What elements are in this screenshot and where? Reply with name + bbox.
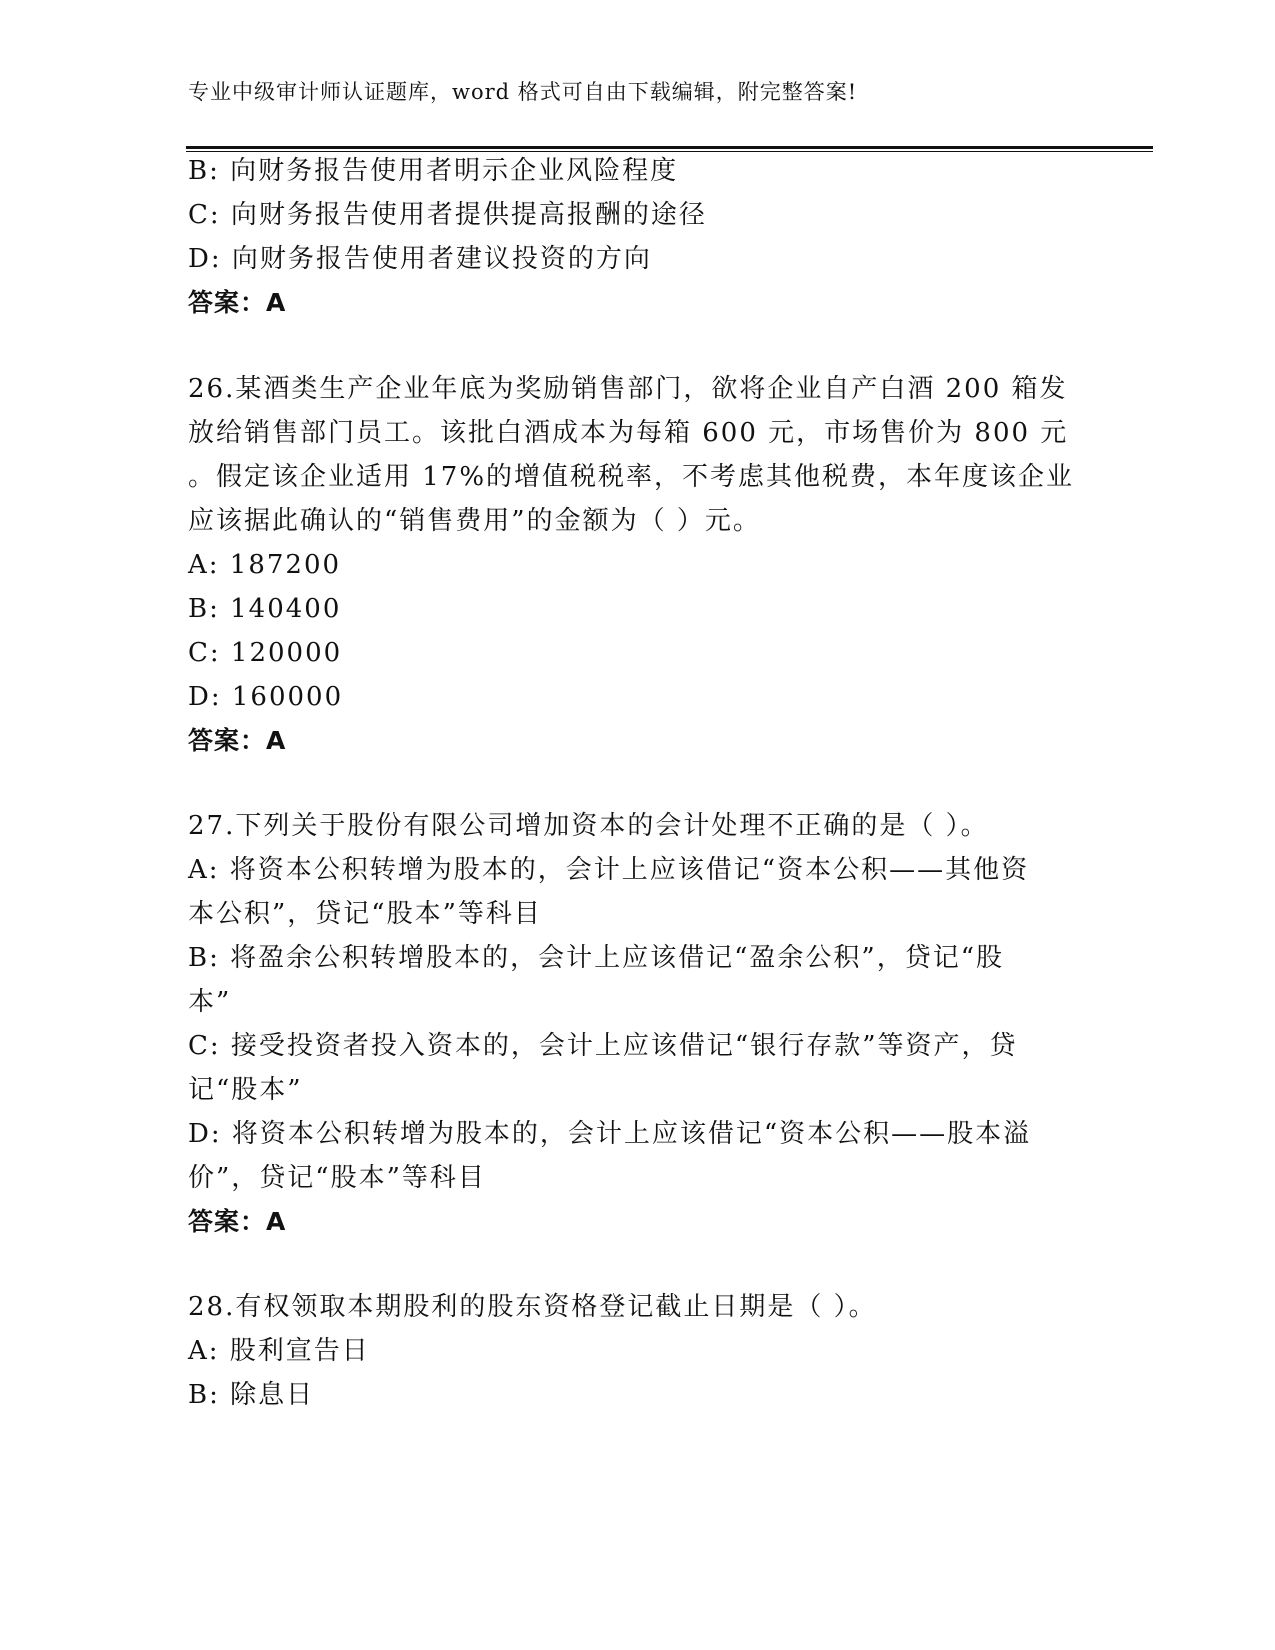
q27-stem: 27.下列关于股份有限公司增加资本的会计处理不正确的是（ ）。	[188, 811, 989, 841]
q26-option-a: A: 187200	[188, 550, 342, 580]
q27-option-b-line2: 本”	[188, 987, 232, 1017]
q27-option-c-line1: C: 接受投资者投入资本的，会计上应该借记“银行存款”等资产，贷	[188, 1031, 1018, 1061]
q28-option-a: A: 股利宣告日	[188, 1336, 370, 1366]
q25-option-d: D: 向财务报告使用者建议投资的方向	[188, 244, 652, 274]
q27-answer: 答案：A	[188, 1207, 287, 1236]
q27-option-d-line2: 价”，贷记“股本”等科目	[188, 1163, 486, 1193]
q28-stem: 28.有权领取本期股利的股东资格登记截止日期是（ ）。	[188, 1292, 877, 1322]
q27-option-d-line1: D: 将资本公积转增为股本的，会计上应该借记“资本公积——股本溢	[188, 1119, 1032, 1149]
q26-stem-line4: 应该据此确认的“销售费用”的金额为（ ）元。	[188, 506, 761, 536]
q27-option-a-line1: A: 将资本公积转增为股本的，会计上应该借记“资本公积——其他资	[188, 855, 1030, 885]
q26-stem-line1: 26.某酒类生产企业年底为奖励销售部门，欲将企业自产白酒 200 箱发	[188, 374, 1068, 404]
q25-answer: 答案：A	[188, 288, 287, 317]
q26-stem-line3: 。假定该企业适用 17%的增值税税率，不考虑其他税费，本年度该企业	[188, 462, 1075, 492]
q26-stem-line2: 放给销售部门员工。该批白酒成本为每箱 600 元，市场售价为 800 元	[188, 418, 1069, 448]
q27-option-c-line2: 记“股本”	[188, 1075, 303, 1105]
q26-option-b: B: 140400	[188, 594, 342, 624]
header-note: 专业中级审计师认证题库，word 格式可自由下载编辑，附完整答案!	[188, 80, 858, 104]
q27-option-b-line1: B: 将盈余公积转增股本的，会计上应该借记“盈余公积”，贷记“股	[188, 943, 1005, 973]
header-divider	[186, 146, 1153, 152]
q26-answer: 答案：A	[188, 726, 287, 755]
q26-option-c: C: 120000	[188, 638, 343, 668]
q25-option-b: B: 向财务报告使用者明示企业风险程度	[188, 156, 679, 186]
q27-option-a-line2: 本公积”，贷记“股本”等科目	[188, 899, 542, 929]
q28-option-b: B: 除息日	[188, 1380, 315, 1410]
q25-option-c: C: 向财务报告使用者提供提高报酬的途径	[188, 200, 707, 230]
q26-option-d: D: 160000	[188, 682, 344, 712]
